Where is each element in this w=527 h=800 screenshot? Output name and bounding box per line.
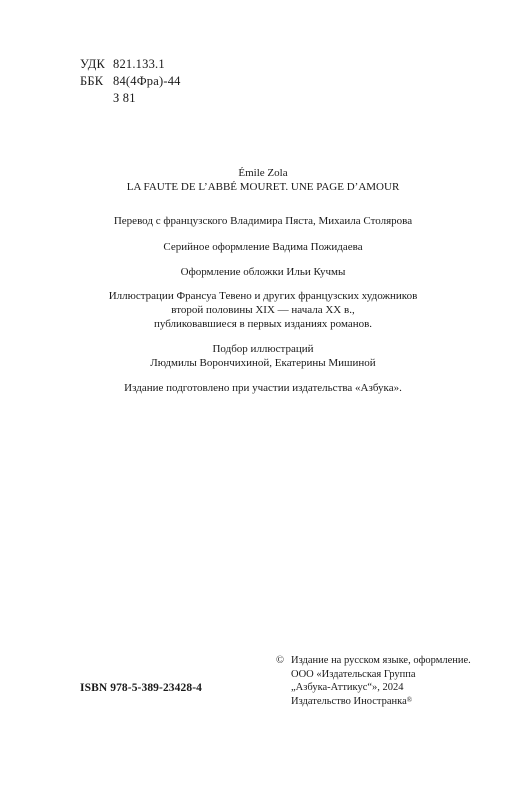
copyright-line: „Азбука-Аттикус“», 2024 [291, 682, 404, 693]
illustrations-line: Иллюстрации Франсуа Тевено и других французских художников [108, 290, 418, 302]
bbk-row [80, 73, 181, 90]
translation-credit [80, 214, 446, 228]
selection-credit [80, 342, 446, 370]
selection-line: Подбор иллюстраций [212, 343, 314, 355]
author-sign: З 81 [113, 91, 136, 105]
original-author: Émile Zola [238, 167, 288, 179]
illustrations-line: второй половины XIX — начала XX в., [171, 304, 355, 316]
original-title: LA FAUTE DE L’ABBÉ MOURET. UNE PAGE D’AMOUR [126, 181, 400, 193]
selection-line: Людмилы Ворончихиной, Екатерины Мишиной [150, 357, 376, 369]
publisher-name: Издательство Иностранка [291, 695, 407, 707]
illustrations-line: публиковавшиеся в первых изданиях романов. [153, 318, 373, 330]
cover-design-credit [80, 265, 446, 279]
participation-text: Издание подготовлено при участии издательства «Азбука». [124, 382, 402, 394]
copyright-line-publisher [291, 695, 471, 709]
original-info [80, 166, 446, 194]
copyright-line: Издание на русском языке, оформление. [291, 655, 471, 666]
bbk-value: 84(4Фра)-44 [113, 74, 181, 88]
cover-design-text: Оформление обложки Ильи Кучмы [180, 266, 346, 278]
isbn: ISBN 978-5-389-23428-4 [80, 682, 202, 694]
udk-label: УДК [80, 57, 106, 71]
translation-text: Перевод с французского Владимира Пяста, Михаила Столярова [113, 215, 413, 227]
copyright-block [276, 654, 471, 708]
series-design-text: Серийное оформление Вадима Пожидаева [163, 241, 363, 253]
registered-mark: ® [406, 695, 413, 704]
udk-row [80, 56, 181, 73]
udk-value: 821.133.1 [113, 57, 165, 71]
classification-block [80, 56, 181, 107]
series-design-credit [80, 240, 446, 254]
illustrations-credit [80, 289, 446, 331]
copyright-symbol: © [276, 655, 284, 666]
participation-note [80, 381, 446, 395]
bbk-label: ББК [80, 74, 104, 88]
copyright-line: ООО «Издательская Группа [291, 668, 416, 680]
